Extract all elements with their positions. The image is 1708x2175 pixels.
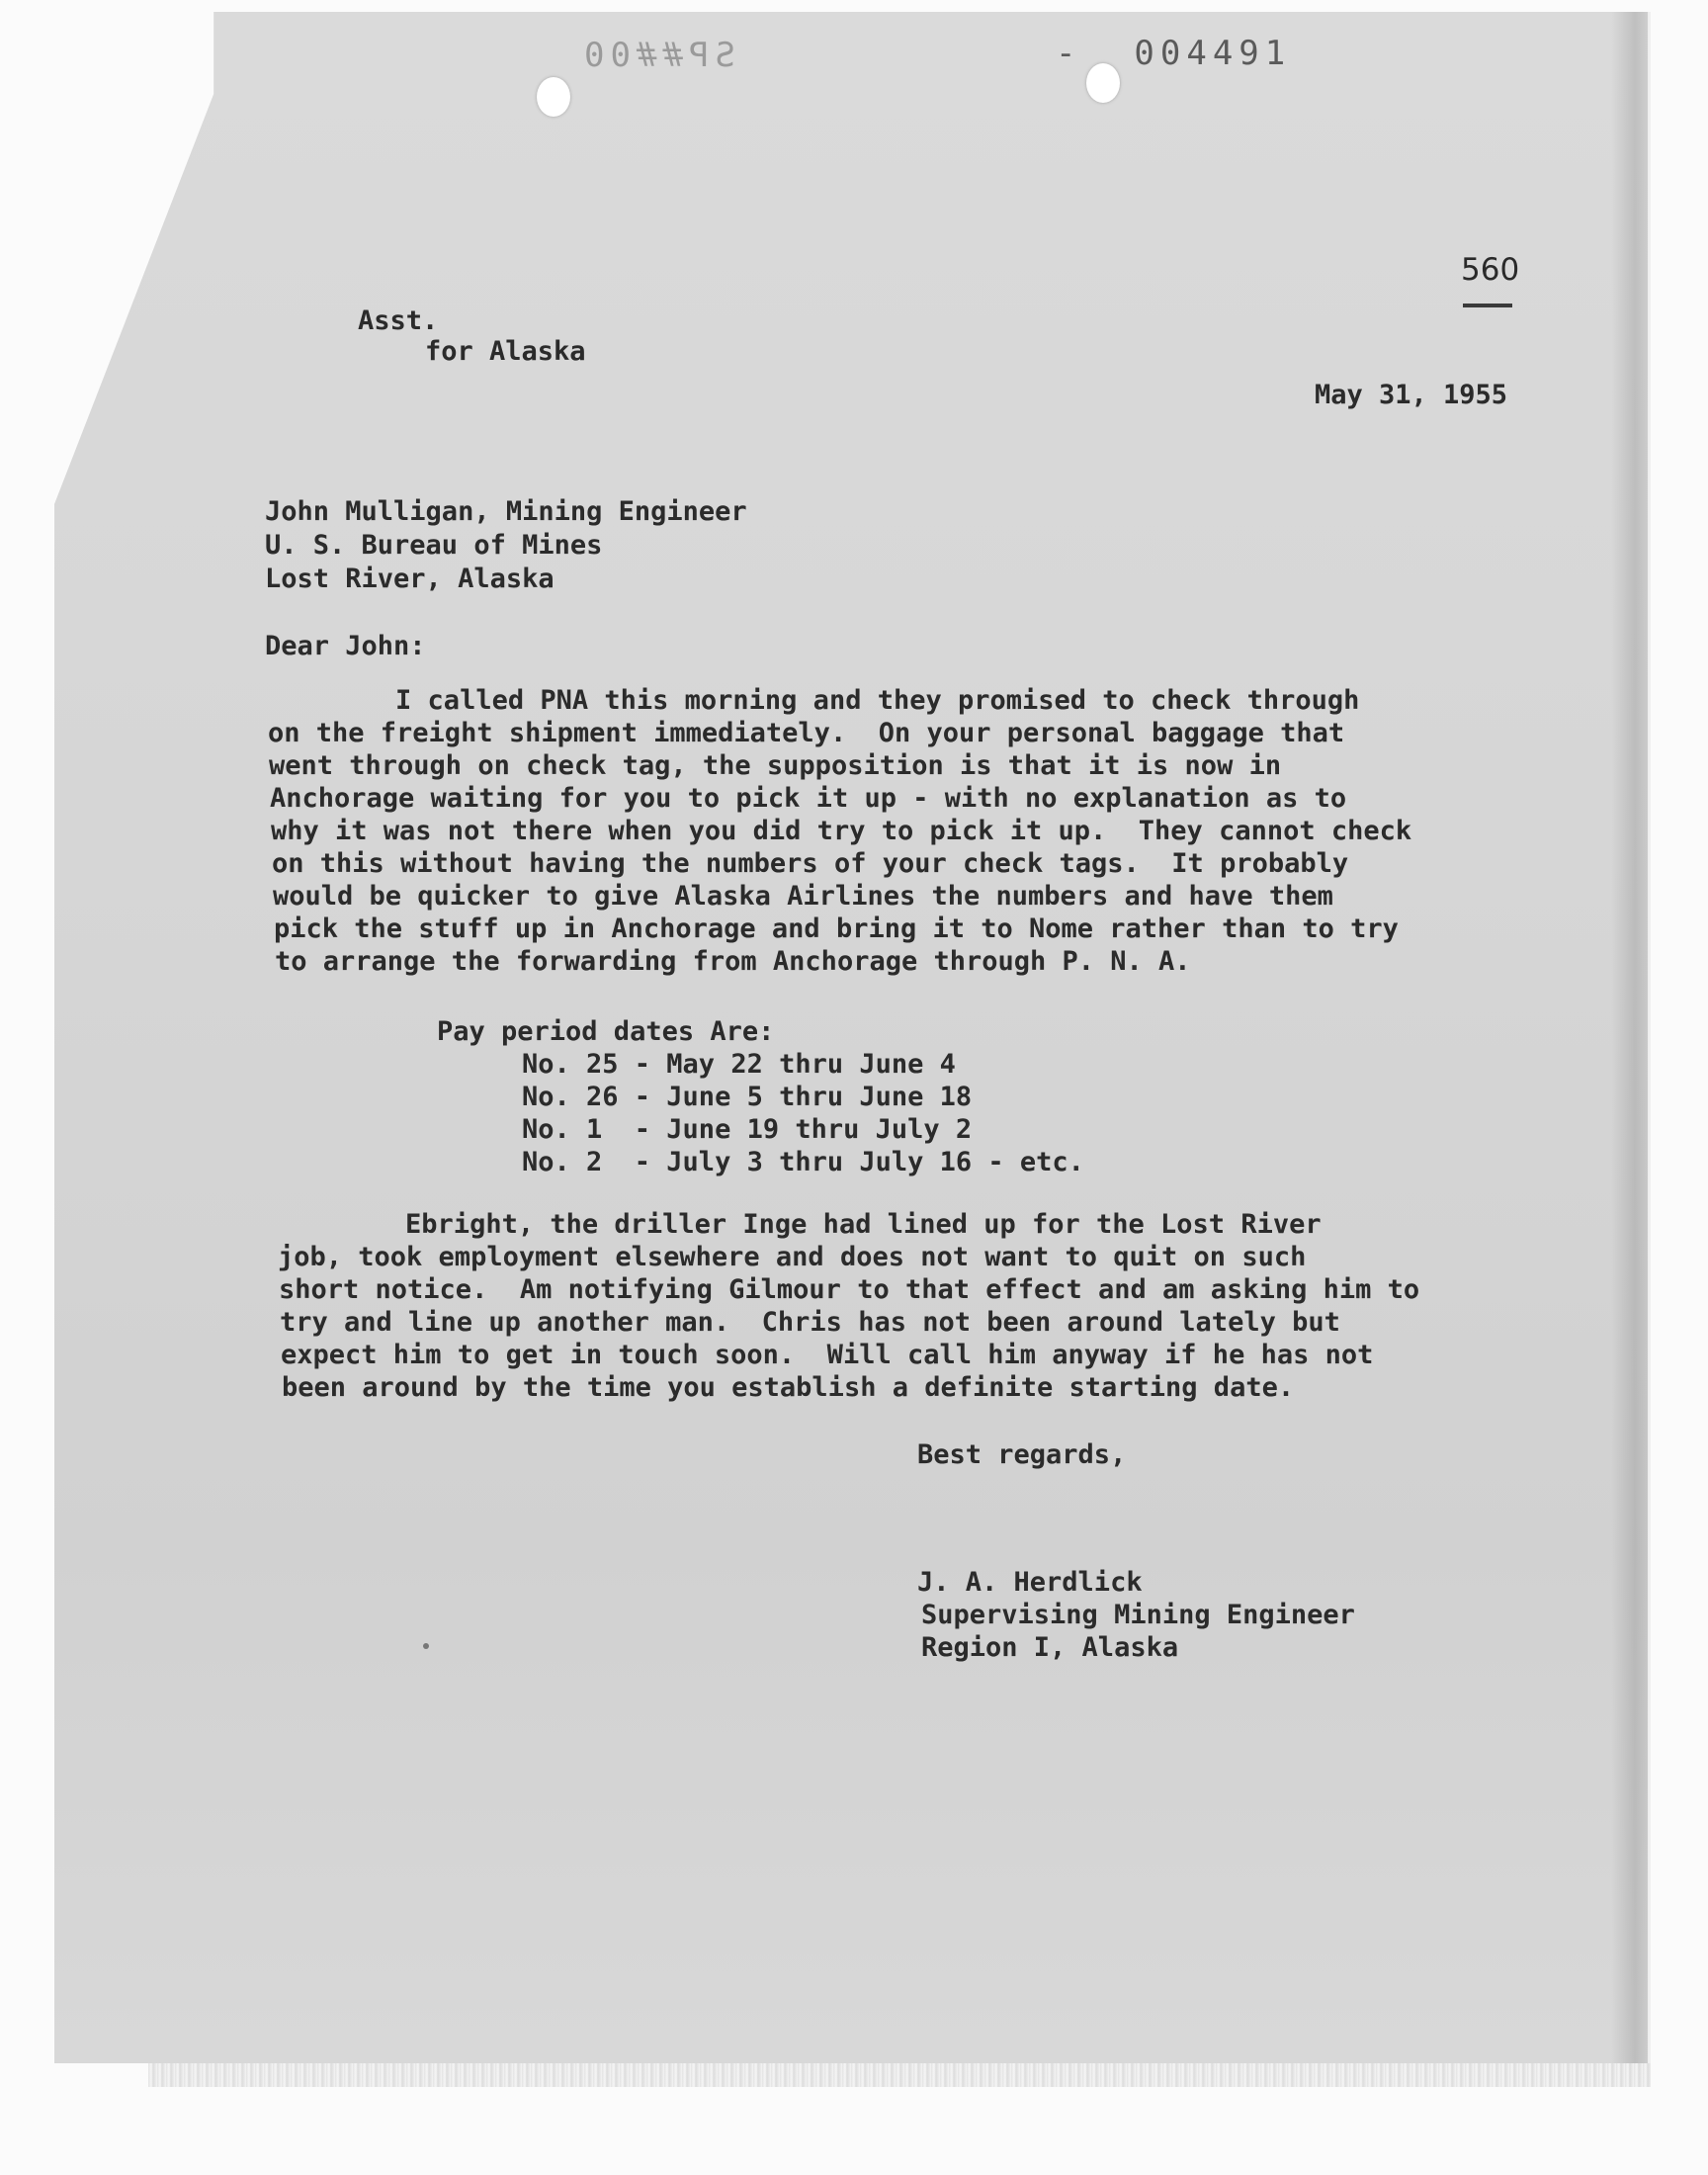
recipient-line: U. S. Bureau of Mines	[265, 530, 603, 561]
paragraph-line: on this without having the numbers of your check tags. It probably	[272, 848, 1349, 879]
recipient-line: John Mulligan, Mining Engineer	[265, 496, 747, 527]
paragraph-line: to arrange the forwarding from Anchorage through P. N. A.	[275, 946, 1191, 977]
paragraph-line: Ebright, the driller Inge had lined up for the Lost River	[277, 1209, 1322, 1240]
paragraph-line: job, took employment elsewhere and does not want to quit on such	[278, 1242, 1307, 1272]
paragraph-line: expect him to get in touch soon. Will call him anyway if he has not	[281, 1340, 1374, 1370]
paragraph-line: why it was not there when you did try to pick it up. They cannot check	[271, 816, 1412, 846]
file-stamp-number: - 004491	[1056, 34, 1292, 73]
mirrored-stamp-number: SP##00	[578, 36, 735, 75]
header-line-2: for Alaska	[425, 336, 586, 367]
header-line-1: Asst.	[358, 305, 439, 336]
letter-date: May 31, 1955	[1315, 380, 1508, 410]
pay-period-item: No. 25 - May 22 thru June 4	[522, 1049, 956, 1080]
pay-period-item: No. 26 - June 5 thru June 18	[522, 1082, 973, 1112]
paragraph-line: would be quicker to give Alaska Airlines the numbers and have them	[273, 881, 1333, 912]
signature-region: Region I, Alaska	[921, 1632, 1179, 1663]
letter-page	[54, 12, 1648, 2063]
closing: Best regards,	[917, 1439, 1127, 1470]
pay-period-heading: Pay period dates Are:	[437, 1016, 775, 1047]
paragraph-line: try and line up another man. Chris has not been around lately but	[280, 1307, 1340, 1338]
page-number-underline	[1463, 304, 1512, 307]
paragraph-line: on the freight shipment immediately. On your personal baggage that	[268, 718, 1345, 748]
stray-mark	[423, 1643, 429, 1649]
signature-title: Supervising Mining Engineer	[921, 1600, 1355, 1630]
scan-streaks	[148, 2063, 1651, 2087]
paragraph-line: short notice. Am notifying Gilmour to that effect and am asking him to	[279, 1274, 1420, 1305]
page-edge-shadow	[1611, 12, 1651, 2063]
paragraph-line: went through on check tag, the supposition is that it is now in	[269, 750, 1282, 781]
paragraph-line: Anchorage waiting for you to pick it up - with no explanation as to	[270, 783, 1347, 814]
paragraph-line: been around by the time you establish a definite starting date.	[282, 1372, 1295, 1403]
paragraph-line: pick the stuff up in Anchorage and bring it to Nome rather than to try	[274, 914, 1399, 944]
signature-name: J. A. Herdlick	[917, 1567, 1143, 1598]
punch-hole-left	[537, 77, 570, 117]
pay-period-item: No. 1 - June 19 thru July 2	[522, 1114, 973, 1145]
page-number: 560	[1461, 252, 1520, 288]
salutation: Dear John:	[265, 631, 426, 661]
recipient-line: Lost River, Alaska	[265, 564, 555, 594]
paragraph-line: I called PNA this morning and they promised to check through	[267, 685, 1360, 716]
pay-period-item: No. 2 - July 3 thru July 16 - etc.	[522, 1147, 1084, 1177]
